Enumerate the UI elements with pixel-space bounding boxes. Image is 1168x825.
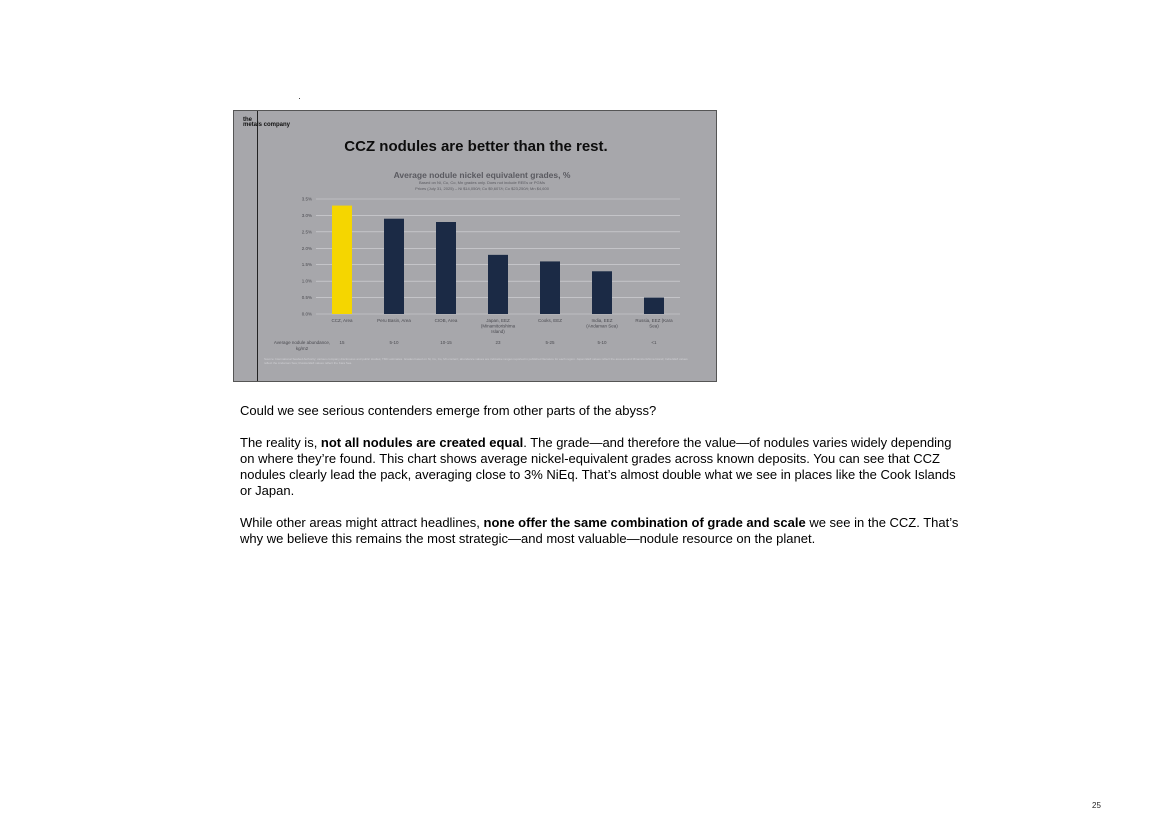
chart-title: Average nodule nickel equivalent grades, % (393, 170, 571, 180)
y-tick-label: 3.0% (301, 212, 312, 218)
bar (592, 271, 612, 314)
y-tick-label: 3.5% (301, 196, 312, 202)
slide-title: CCZ nodules are better than the rest. (344, 138, 608, 155)
paragraph-3-emphasis: none offer the same combination of grade and scale (483, 515, 806, 530)
x-tick-label: (Minamitorishima (480, 323, 516, 329)
logo-line-1: the (243, 117, 252, 123)
x-tick-label: (Andaman Sea) (586, 323, 618, 329)
page-number: 25 (1092, 801, 1101, 810)
abundance-value: 10-15 (440, 340, 452, 345)
paragraph-3 (240, 515, 960, 547)
abundance-value: 5-10 (597, 340, 607, 345)
y-tick-label: 1.0% (301, 278, 312, 284)
bar (540, 261, 560, 314)
bar (384, 219, 404, 314)
x-tick-label: Japan, EEZ (486, 318, 510, 323)
paragraph-2-rest: . The grade—and therefore the value—of nodules varies widely depending on where they’re found. This chart shows average nickel-equivalent grades across known deposits. You can see that CCZ nodules clearly lead the pack, averaging close to 3% NiEq. That’s almost double what we see in places like the Cook Islands or Japan. (240, 435, 956, 498)
x-tick-label: India, EEZ (591, 318, 613, 323)
abundance-row-label: Average nodule abundance, kg/m2 (273, 340, 331, 351)
chart-source-note: Source: International Seabed Authority; various company disclosures and public studies; TMC estimates. Grades based on Ni, Cu, Co, Mn content; abundance values are indicative ranges reported in published literature for each region. Japan EEZ values reflect the area around Minamitorishima Island; India EEZ values reflect the Andaman Sea; Russia EEZ values reflect the Kara Sea. (264, 357, 688, 365)
slide-image (233, 110, 717, 382)
chart-subtitle-basis: Based on Ni, Cu, Co, Mn grades only. Does not include REEs or PGMs (419, 180, 545, 185)
bar (332, 206, 352, 314)
abundance-value: 5-25 (545, 340, 555, 345)
x-tick-label: Russia, EEZ (Kara (635, 318, 673, 323)
x-tick-label: Island) (491, 329, 505, 334)
x-tick-label: CIOB, Area (434, 318, 458, 323)
abundance-value: <1 (651, 340, 657, 345)
x-tick-label: Cooks, EEZ (537, 318, 563, 323)
chart-subtitle-prices: Prices (July 31, 2025) – Ni $14,050/t; Cu $9,607/t; Co $23,250/t; Mn $4,600 (415, 186, 549, 191)
y-tick-label: 2.5% (301, 229, 312, 235)
paragraph-1: Could we see serious contenders emerge from other parts of the abyss? (240, 403, 657, 418)
x-tick-label: Sea) (649, 323, 659, 329)
bar (488, 255, 508, 314)
bar (436, 222, 456, 314)
x-tick-label: Peru Basin, Area (377, 318, 411, 323)
paragraph-2 (240, 435, 960, 499)
y-tick-label: 0.5% (301, 295, 312, 301)
y-tick-label: 1.5% (301, 262, 312, 268)
logo-line-2: metals company (243, 122, 291, 128)
body-text (240, 403, 960, 563)
abundance-value: 5-10 (389, 340, 399, 345)
paragraph-2-lead: The reality is, (240, 435, 321, 450)
paragraph-2-emphasis: not all nodules are created equal (320, 435, 524, 450)
stray-mark (299, 98, 300, 99)
y-tick-label: 2.0% (301, 245, 312, 251)
paragraph-3-lead: While other areas might attract headlines, (240, 515, 484, 530)
bar (644, 298, 664, 314)
y-tick-label: 0.0% (301, 311, 312, 317)
x-tick-label: CCZ, Area (331, 318, 353, 323)
abundance-value: 15 (339, 340, 345, 345)
abundance-value: 23 (495, 340, 501, 345)
paragraph-3-rest: we see in the CCZ. That’s why we believe this remains the most strategic—and most valuable—nodule resource on the planet. (240, 515, 959, 546)
